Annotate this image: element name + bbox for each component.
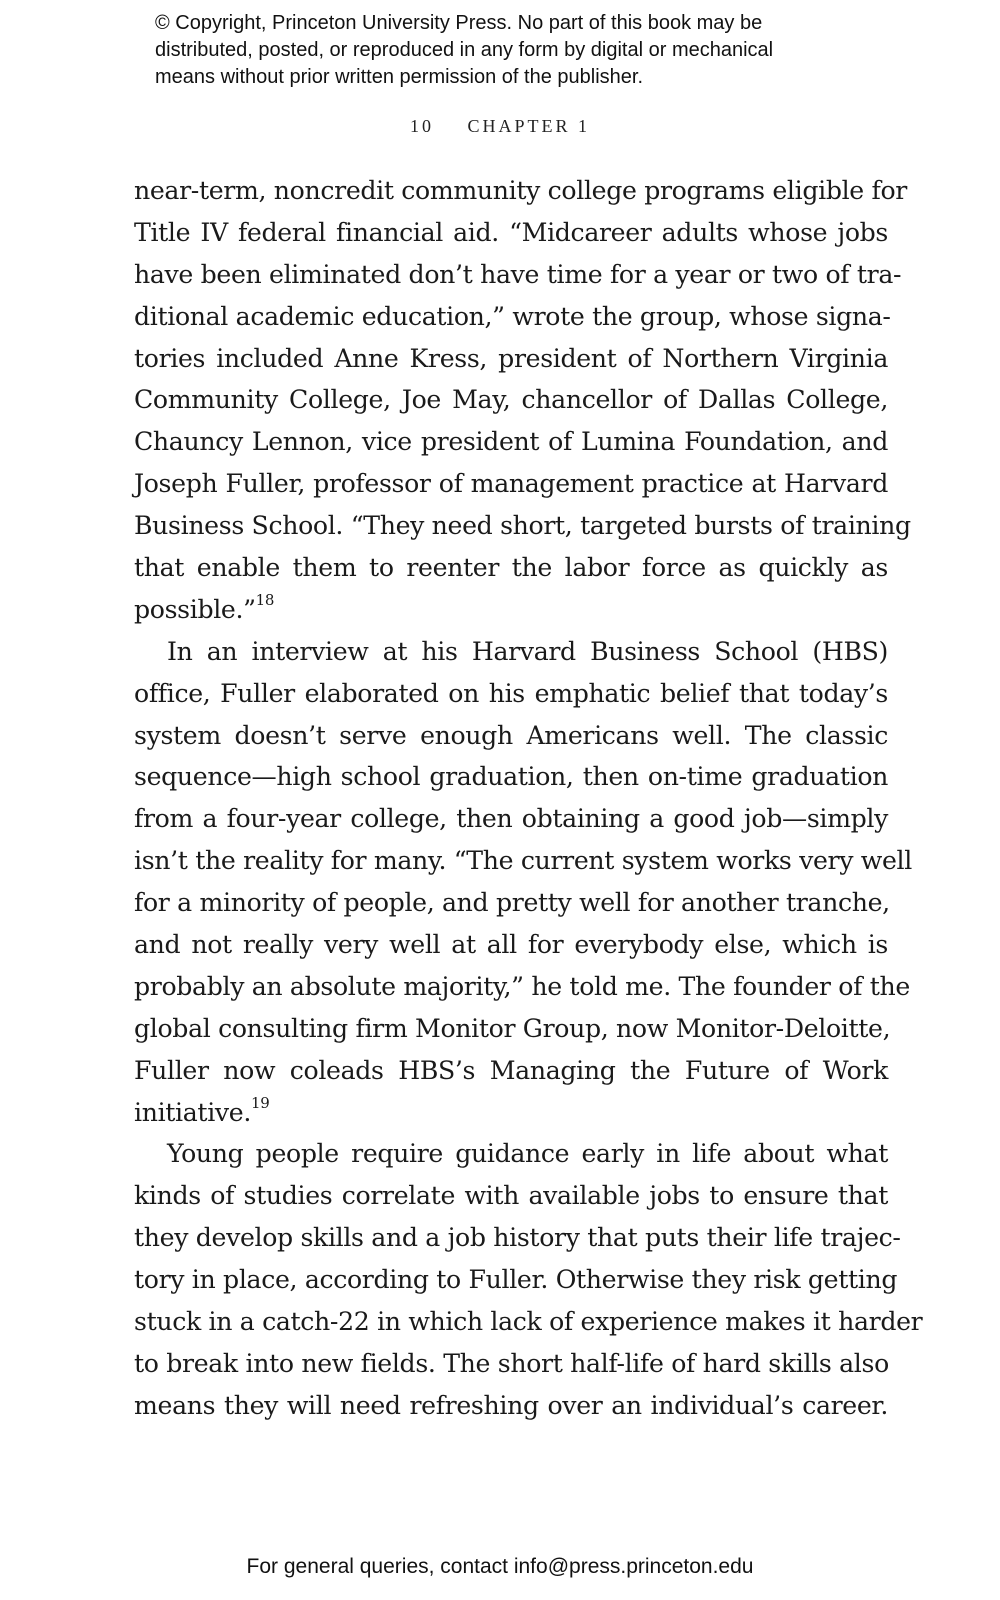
text-line: they develop skills and a job history that puts their life trajec-	[134, 1223, 901, 1253]
text-line: tories included Anne Kress, president of Northern Virginia	[134, 343, 888, 373]
text-line: In an interview at his Harvard Business School (HBS)	[167, 636, 888, 666]
text-line: that enable them to reenter the labor force as quickly as	[134, 553, 888, 583]
text-line: to break into new fields. The short half-life of hard skills also	[134, 1348, 889, 1378]
text-line: Young people require guidance early in life about what	[167, 1139, 888, 1169]
text-line: for a minority of people, and pretty well for another tranche,	[134, 888, 890, 918]
text-line: and not really very well at all for everybody else, which is	[134, 930, 888, 960]
text-line: kinds of studies correlate with available jobs to ensure that	[134, 1181, 888, 1211]
page-number: 10	[409, 116, 434, 136]
text-line: Fuller now coleads HBS’s Managing the Future of Work	[134, 1055, 888, 1085]
text-line: possible.”	[134, 594, 256, 624]
footnote-ref: 18	[255, 590, 275, 609]
text-line: Joseph Fuller, professor of management practice at Harvard	[134, 469, 888, 499]
text-line: isn’t the reality for many. “The current system works very well	[134, 846, 912, 876]
text-line: system doesn’t serve enough Americans well. The classic	[134, 720, 888, 750]
copyright-line: means without prior written permission of the publisher.	[155, 66, 644, 88]
text-line: have been eliminated don’t have time for a year or two of tra-	[134, 259, 902, 289]
text-line: means they will need refreshing over an individual’s career.	[134, 1390, 888, 1420]
text-line-with-note	[134, 1092, 888, 1134]
text-line: initiative.	[134, 1097, 251, 1127]
text-line: Business School. “They need short, targeted bursts of training	[134, 511, 911, 541]
copyright-line: © Copyright, Princeton University Press. No part of this book may be	[155, 12, 763, 34]
text-line: global consulting firm Monitor Group, now Monitor-Deloitte,	[134, 1013, 891, 1043]
text-line: office, Fuller elaborated on his emphatic belief that today’s	[134, 678, 888, 708]
footer-contact: For general queries, contact info@press.princeton.edu	[246, 1555, 754, 1578]
text-line: stuck in a catch-22 in which lack of experience makes it harder	[134, 1307, 923, 1337]
text-line: from a four-year college, then obtaining a good job—simply	[134, 804, 888, 834]
copyright-notice	[155, 10, 875, 91]
text-line: Chauncy Lennon, vice president of Lumina Foundation, and	[134, 427, 888, 457]
text-line-with-note	[134, 589, 888, 631]
text-line: Title IV federal financial aid. “Midcareer adults whose jobs	[134, 217, 888, 247]
text-line: sequence—high school graduation, then on-time graduation	[134, 762, 888, 792]
text-line: near-term, noncredit community college programs eligible for	[134, 176, 907, 205]
running-head	[0, 116, 1000, 137]
text-line: ditional academic education,” wrote the group, whose signa-	[134, 301, 891, 331]
footnote-ref: 19	[251, 1093, 270, 1112]
text-line: probably an absolute majority,” he told me. The founder of the	[134, 971, 910, 1001]
text-line: tory in place, according to Fuller. Otherwise they risk getting	[134, 1265, 898, 1295]
chapter-label: CHAPTER 1	[467, 116, 590, 136]
text-line: Community College, Joe May, chancellor of Dallas College,	[134, 385, 888, 415]
copyright-line: distributed, posted, or reproduced in any form by digital or mechanical	[155, 39, 774, 61]
body-text	[134, 170, 923, 1427]
